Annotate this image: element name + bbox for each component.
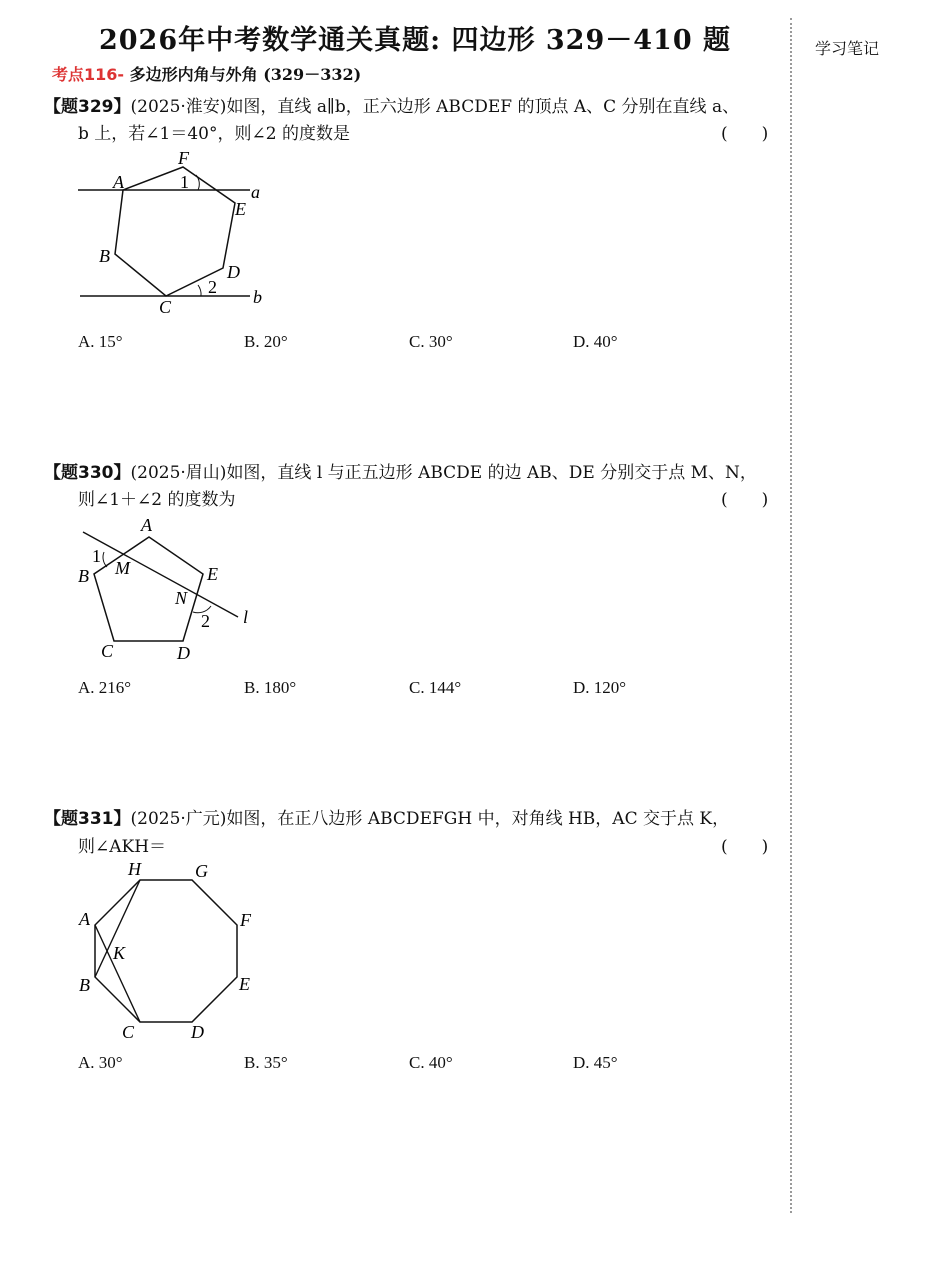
q331-answer-paren: ( ): [721, 837, 769, 857]
label-F: F: [178, 148, 189, 168]
label-C: C: [122, 1022, 135, 1042]
q330-option-b: B. 180°: [244, 678, 297, 697]
q329-option-a: A. 15°: [78, 332, 123, 351]
label-D: D: [191, 1022, 204, 1042]
label-D: D: [227, 262, 240, 282]
section-range: (329－332): [263, 65, 362, 84]
q331-text1: 如图，在正八边形 ABCDEFGH 中，对角线 HB，AC 交于点 K，: [226, 809, 730, 829]
page-title: 2026年中考数学通关真题: 四边形 329－410 题: [98, 25, 732, 56]
label-K: K: [113, 943, 126, 963]
q331-option-b: B. 35°: [244, 1053, 288, 1072]
q330-option-c: C. 144°: [409, 678, 462, 697]
q329-text1: 如图，直线 a∥b，正六边形 ABCDEF 的顶点 A、C 分别在直线 a、: [226, 97, 740, 117]
q330-answer-paren: ( ): [721, 490, 769, 510]
q329-option-d: D. 40°: [573, 332, 618, 351]
q329-option-c: C. 30°: [409, 332, 453, 351]
notes-label: 学习笔记: [815, 39, 880, 58]
label-B: B: [79, 975, 90, 995]
q331-tag: 【题331】: [44, 809, 131, 829]
label-E: E: [235, 199, 246, 219]
q330-text1: 如图，直线 l 与正五边形 ABCDE 的边 AB、DE 分别交于点 M、N，: [226, 463, 757, 483]
label-F: F: [240, 910, 251, 930]
label-B: B: [99, 246, 110, 266]
label-H: H: [128, 859, 141, 879]
q331-option-a: A. 30°: [78, 1053, 123, 1072]
section-name: 多边形内角与外角: [129, 65, 258, 84]
label-A: A: [79, 909, 90, 929]
label-C: C: [101, 641, 114, 661]
q329-answer-paren: ( ): [721, 124, 769, 144]
label-G: G: [195, 861, 208, 881]
label-A: A: [141, 515, 152, 535]
label-E: E: [207, 564, 218, 584]
label-D: D: [177, 643, 190, 663]
label-angle1: 1: [92, 546, 101, 566]
label-A: A: [113, 172, 124, 192]
label-angle1: 1: [180, 172, 189, 192]
q330-line2: 则∠1＋∠2 的度数为: [78, 490, 236, 510]
q331-line2: 则∠AKH＝: [78, 837, 167, 857]
q330-tag: 【题330】: [44, 463, 131, 483]
label-N: N: [175, 588, 188, 608]
q331-option-c: C. 40°: [409, 1053, 453, 1072]
label-B: B: [78, 566, 89, 586]
q331-option-d: D. 45°: [573, 1053, 618, 1072]
label-b: b: [253, 287, 262, 307]
q331-source: (2025·广元): [130, 809, 227, 829]
label-M: M: [115, 558, 130, 578]
q329-option-b: B. 20°: [244, 332, 288, 351]
q329-line2: b 上，若∠1＝40°，则∠2 的度数是: [78, 124, 350, 144]
label-C: C: [159, 297, 172, 317]
section-tag: 考点116-: [52, 65, 125, 84]
q330-source: (2025·眉山): [130, 463, 227, 483]
diagonal-ac: [95, 925, 140, 1022]
q330-option-a: A. 216°: [78, 678, 132, 697]
label-a: a: [251, 182, 260, 202]
q329-tag: 【题329】: [44, 97, 131, 117]
label-l: l: [243, 607, 249, 627]
q329-source: (2025·淮安): [130, 97, 227, 117]
label-angle2: 2: [208, 277, 217, 297]
q330-option-d: D. 120°: [573, 678, 627, 697]
label-angle2: 2: [201, 611, 210, 631]
label-E: E: [239, 974, 250, 994]
